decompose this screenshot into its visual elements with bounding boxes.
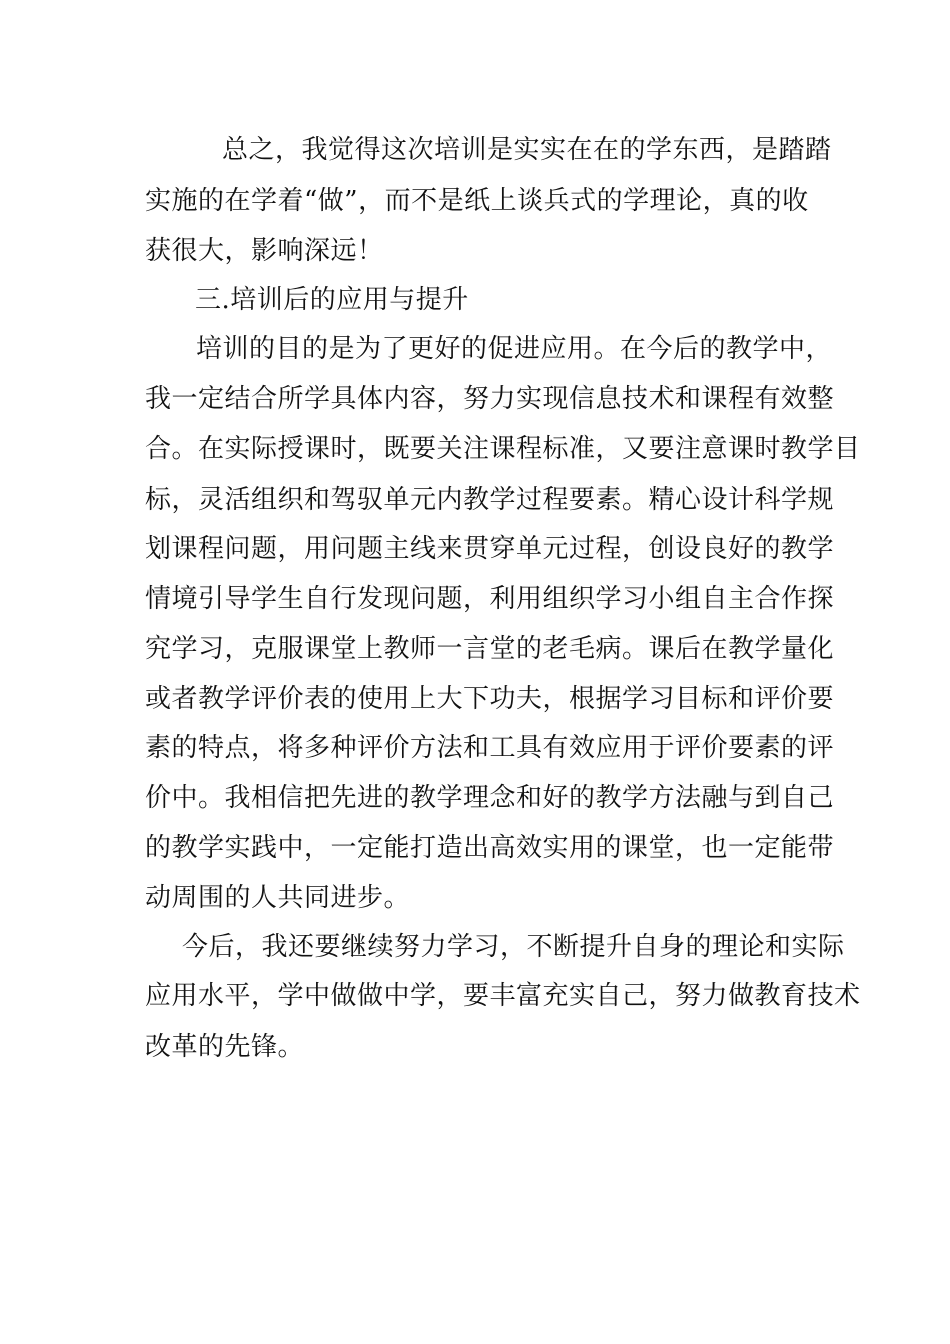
paragraph-line: 究学习，克服课堂上教师一言堂的老毛病。课后在教学量化 bbox=[145, 634, 835, 664]
paragraph-line: 价中。我相信把先进的教学理念和好的教学方法融与到自己 bbox=[145, 783, 835, 813]
paragraph-line: 的教学实践中，一定能打造出高效实用的课堂，也一定能带 bbox=[145, 833, 835, 863]
paragraph-line: 今后，我还要继续努力学习，不断提升自身的理论和实际 bbox=[182, 932, 845, 962]
paragraph-line: 素的特点，将多种评价方法和工具有效应用于评价要素的评 bbox=[145, 733, 835, 763]
paragraph-line: 应用水平，学中做做中学，要丰富充实自己，努力做教育技术 bbox=[145, 981, 861, 1011]
paragraph-line: 合。在实际授课时，既要关注课程标准，又要注意课时教学目 bbox=[145, 434, 861, 464]
paragraph-line: 划课程问题，用问题主线来贯穿单元过程，创设良好的教学 bbox=[145, 534, 835, 564]
paragraph-line: 或者教学评价表的使用上大下功夫，根据学习目标和评价要 bbox=[145, 684, 835, 714]
paragraph-line: 总之，我觉得这次培训是实实在在的学东西，是踏踏 bbox=[222, 135, 832, 165]
paragraph-line: 我一定结合所学具体内容，努力实现信息技术和课程有效整 bbox=[145, 384, 835, 414]
paragraph-line: 情境引导学生自行发现问题，利用组织学习小组自主合作探 bbox=[145, 584, 835, 614]
paragraph-line: 获很大，影响深远！ bbox=[145, 236, 384, 266]
paragraph-line: 改革的先锋。 bbox=[145, 1032, 305, 1062]
paragraph-line: 实施的在学着“做”，而不是纸上谈兵式的学理论，真的收 bbox=[145, 186, 809, 216]
section-heading: 三.培训后的应用与提升 bbox=[195, 285, 469, 315]
paragraph-line: 动周围的人共同进步。 bbox=[145, 883, 411, 913]
paragraph-line: 培训的目的是为了更好的促进应用。在今后的教学中， bbox=[196, 334, 833, 364]
paragraph-line: 标，灵活组织和驾驭单元内教学过程要素。精心设计科学规 bbox=[145, 485, 835, 515]
